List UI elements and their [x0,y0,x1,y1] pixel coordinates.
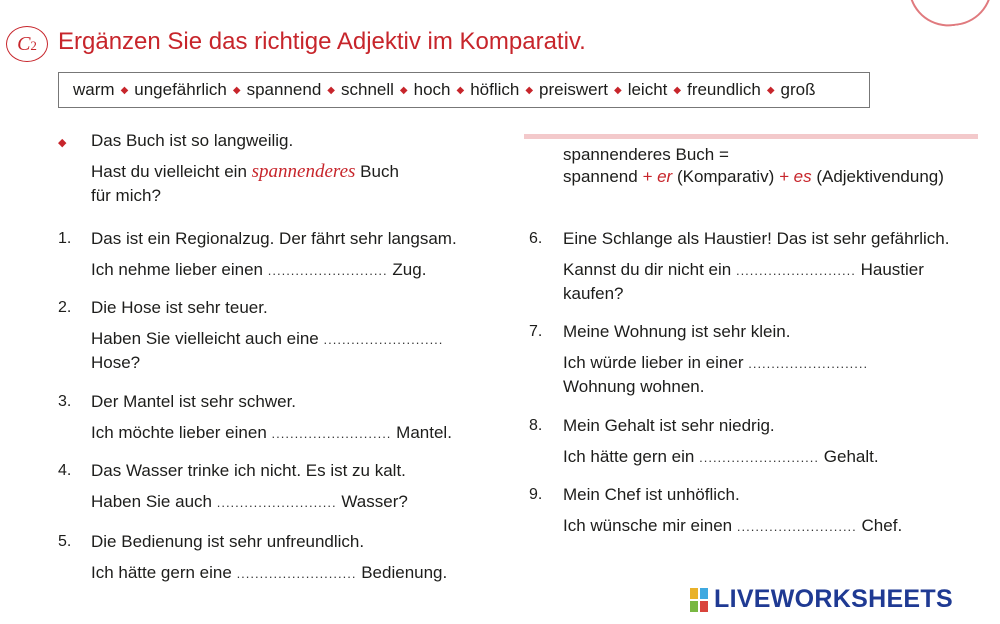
brand-text: LIVEWORKSHEETS [714,585,953,613]
item-answer-line [91,328,443,351]
example-answer-line [91,161,399,183]
separator-icon: ◆ [766,84,775,96]
example-text-before: Hast du vielleicht ein [91,162,247,181]
item-question: Mein Gehalt ist sehr niedrig. [563,416,775,435]
answer-text-before: Ich möchte lieber einen [91,423,267,442]
answer-text-before: Ich hätte gern eine [91,563,232,582]
item-number: 6. [529,230,543,247]
note-adjektivendung: (Adjektivendung) [816,167,944,186]
note-plus-es: + es [778,167,812,186]
word-bank-item: groß [780,80,816,99]
answer-blank[interactable]: .......................... [271,426,392,441]
item-answer-line [563,352,868,375]
badge-letter: C [17,33,31,55]
heart-decoration [907,0,998,32]
separator-icon: ◆ [120,84,129,96]
answer-blank[interactable]: .......................... [323,332,444,347]
answer-text-after: Gehalt. [823,447,879,466]
separator-icon: ◆ [399,84,408,96]
item-question: Mein Chef ist unhöflich. [563,485,740,504]
item-answer-line [91,491,408,514]
item-question: Die Hose ist sehr teuer. [91,298,268,317]
answer-text-after: Haustier [860,260,924,279]
item-number: 2. [58,299,72,316]
word-bank-item: schnell [340,80,394,99]
answer-blank[interactable]: .......................... [748,356,869,371]
word-bank-item: hoch [413,80,451,99]
liveworksheets-logo-icon [690,588,708,612]
word-bank-item: preiswert [539,80,608,99]
answer-blank[interactable]: .......................... [699,450,820,465]
item-number: 1. [58,230,72,247]
item-question: Meine Wohnung ist sehr klein. [563,322,791,341]
answer-text-before: Haben Sie auch [91,492,212,511]
word-bank-item: spannend [246,80,322,99]
badge-number: 2 [30,38,37,53]
item-answer-line [91,259,426,282]
answer-blank[interactable]: .......................... [735,263,856,278]
separator-icon: ◆ [525,84,534,96]
answer-line2: Hose? [91,353,141,372]
word-bank-item: leicht [627,80,668,99]
word-bank-item: ungefährlich [134,80,227,99]
answer-line2: Wohnung wohnen. [563,377,705,396]
answer-text-after: Mantel. [396,423,452,442]
answer-text-after: Chef. [861,516,903,535]
answer-text-before: Ich nehme lieber einen [91,260,264,279]
separator-icon: ◆ [327,84,335,96]
item-answer-line [563,259,924,282]
word-bank-item: warm [73,80,115,99]
answer-blank[interactable]: .......................... [267,263,388,278]
answer-text-before: Ich wünsche mir einen [563,516,733,535]
answer-text-before: Ich hätte gern ein [563,447,695,466]
note-base: spannend [563,167,638,186]
example-bullet [58,130,66,154]
example-question: Das Buch ist so langweilig. [91,131,294,150]
separator-icon: ◆ [614,84,622,96]
separator-icon: ◆ [456,84,465,96]
item-number: 5. [58,533,72,550]
item-answer-line [91,422,452,445]
answer-text-after: Wasser? [341,492,408,511]
example-answer: spannenderes [251,161,356,182]
word-bank-item: höflich [470,80,520,99]
item-answer-line [563,515,902,538]
exercise-badge [6,26,48,62]
example-line3: für mich? [91,186,161,205]
item-number: 9. [529,486,543,503]
answer-blank[interactable]: .......................... [736,519,857,534]
separator-icon: ◆ [232,84,241,96]
item-answer-line [91,562,447,585]
item-question: Eine Schlange als Haustier! Das ist sehr gefährlich. [563,229,950,248]
answer-text-before: Kannst du dir nicht ein [563,260,732,279]
answer-blank[interactable]: .......................... [216,495,337,510]
answer-text-before: Ich würde lieber in einer [563,353,744,372]
diamond-icon: ◆ [58,137,67,149]
word-bank [58,72,870,108]
note-plus-er: + er [642,167,673,186]
note-line1: spannenderes Buch = [563,145,729,164]
item-question: Die Bedienung ist sehr unfreundlich. [91,532,365,551]
word-bank-item: freundlich [687,80,761,99]
item-question: Der Mantel ist sehr schwer. [91,392,297,411]
answer-text-after: Zug. [392,260,427,279]
answer-line2: kaufen? [563,284,624,303]
exercise-title: Ergänzen Sie das richtige Adjektiv im Komparativ. [58,28,586,55]
item-number: 8. [529,417,543,434]
answer-text-after: Bedienung. [361,563,448,582]
liveworksheets-logo [690,585,953,614]
item-answer-line [563,446,879,469]
example-text-after: Buch [360,162,399,181]
item-question: Das Wasser trinke ich nicht. Es ist zu kalt. [91,461,406,480]
note-komparativ: (Komparativ) [676,167,775,186]
answer-blank[interactable]: .......................... [236,566,357,581]
item-question: Das ist ein Regionalzug. Der fährt sehr langsam. [91,229,457,248]
answer-text-before: Haben Sie vielleicht auch eine [91,329,319,348]
item-number: 7. [529,323,543,340]
note-line2 [563,166,944,188]
item-number: 4. [58,462,72,479]
item-number: 3. [58,393,72,410]
separator-icon: ◆ [673,84,682,96]
